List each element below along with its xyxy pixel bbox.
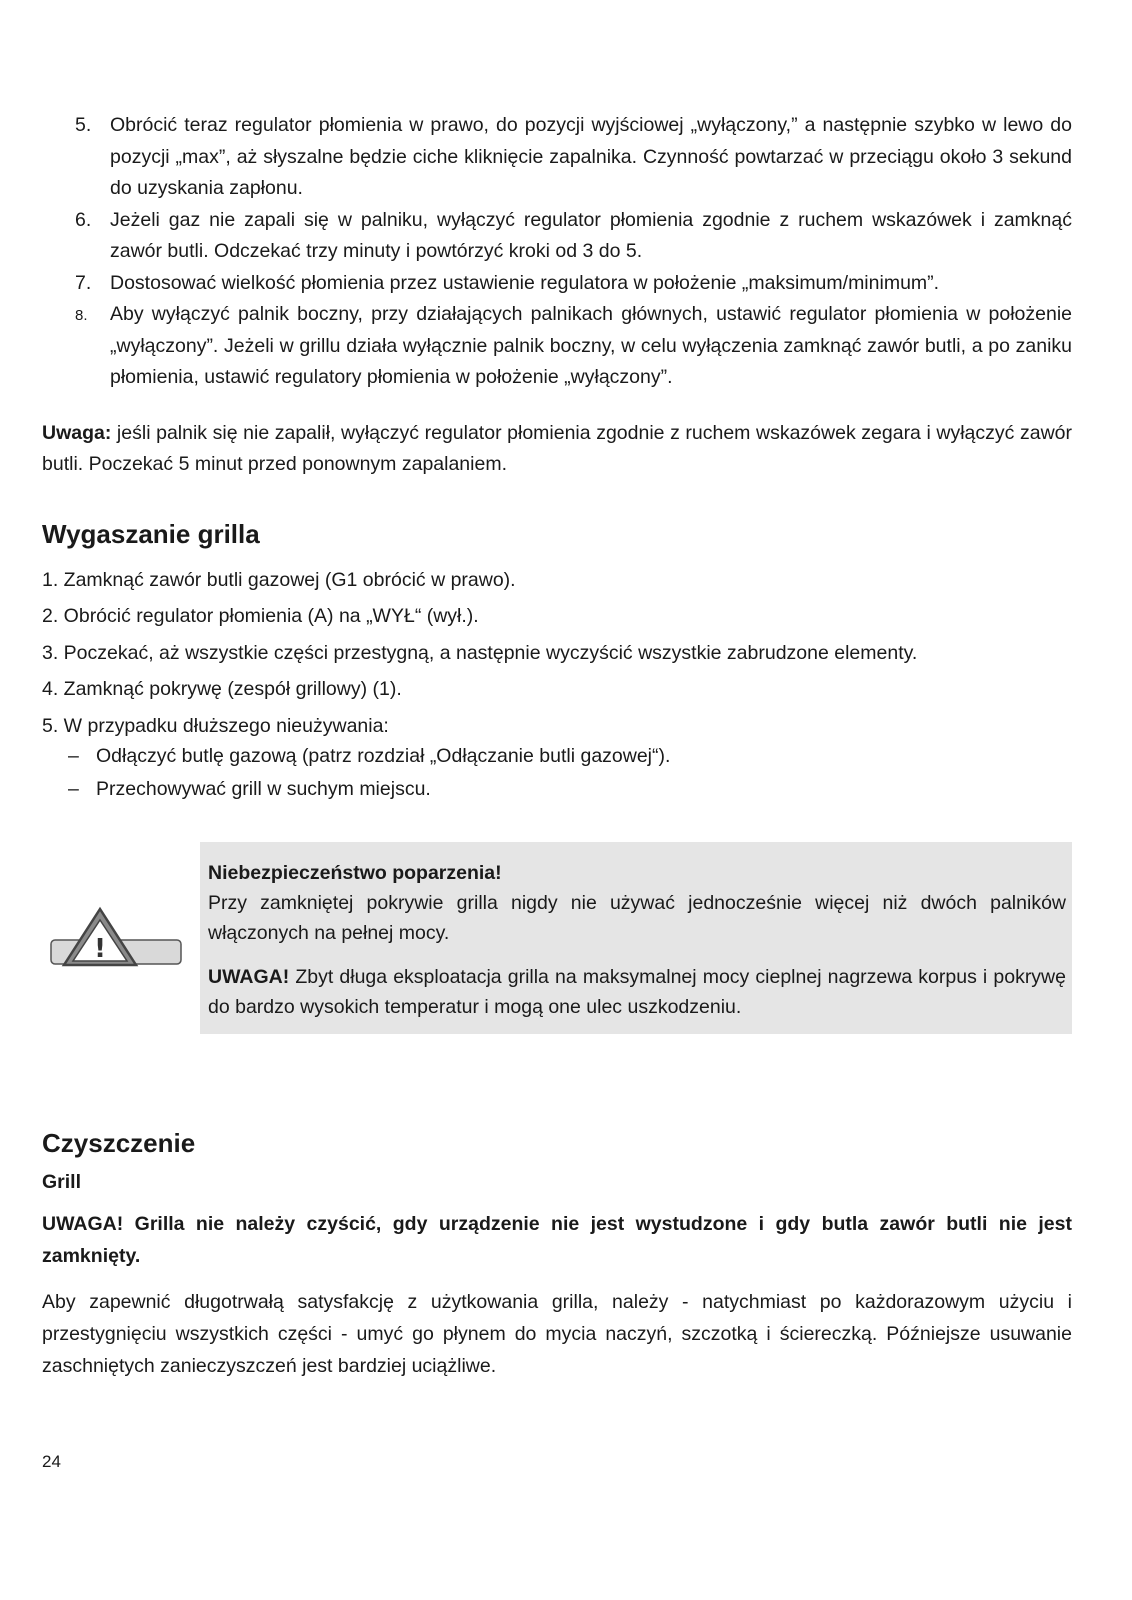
warning-title: Niebezpieczeństwo poparzenia! <box>208 862 502 884</box>
dash-bullet: – <box>68 745 79 767</box>
warning-text-2 <box>208 962 1066 1022</box>
warning-label: UWAGA! <box>208 966 290 988</box>
note-text: jeśli palnik się nie zapalił, wyłączyć regulator płomienia zgodnie z ruchem wskazówek zegara i wyłączyć zawór butli. Poczekać 5 minut przed ponownym zapalaniem. <box>42 421 1072 475</box>
warning-text-2-body: Zbyt długa eksploatacja grilla na maksymalnej mocy cieplnej nagrzewa korpus i pokrywę do bardzo wysokich temperatur i mogą one ulec uszkodzeniu. <box>208 966 1066 1018</box>
document-page <box>42 110 1072 1382</box>
warning-text-1: Przy zamkniętej pokrywie grilla nigdy nie używać jednocześnie więcej niż dwóch palników włączonych na pełnej mocy. <box>208 892 1066 944</box>
note-label: Uwaga: <box>42 421 112 444</box>
list-item: 2. Obrócić regulator płomienia (A) na „WYŁ“ (wył.). <box>42 605 479 627</box>
list-item <box>42 773 1072 806</box>
warning-triangle-icon <box>50 905 182 969</box>
step-number: 7. <box>75 271 92 294</box>
step-text: Jeżeli gaz nie zapali się w palniku, wyłączyć regulator płomienia zgodnie z ruchem wskazówek i zamknąć zawór butli. Odczekać trzy minuty i powtórzyć kroki od 3 do 5. <box>110 208 1072 262</box>
warning-glyph: ! <box>94 934 106 964</box>
note-paragraph <box>42 418 1072 481</box>
cleaning-warning: UWAGA! Grilla nie należy czyścić, gdy urządzenie nie jest wystudzone i gdy butla zawór butli nie jest zamknięty. <box>42 1213 1072 1267</box>
list-item <box>42 299 1072 394</box>
cleaning-paragraph: Aby zapewnić długotrwałą satysfakcję z użytkowania grilla, należy - natychmiast po każdorazowym użyciu i przestygnięciu wszystkich części - umyć go płynem do mycia naczyń, szczotką i ściereczką. Późniejsze usuwanie zaschniętych zanieczyszczeń jest bardziej uciążliwe. <box>42 1291 1072 1377</box>
step-number: 5. <box>75 114 92 136</box>
extinguish-steps-list <box>42 562 1072 745</box>
list-item <box>42 268 1072 300</box>
section-heading-extinguish: Wygaszanie grilla <box>42 518 260 549</box>
list-item: 5. W przypadku dłuższego nieużywania: <box>42 714 389 737</box>
list-item: 3. Poczekać, aż wszystkie części przestygną, a następnie wyczyścić wszystkie zabrudzone elementy. <box>42 641 918 664</box>
sub-item-text: Przechowywać grill w suchym miejscu. <box>96 778 431 800</box>
dash-bullet: – <box>68 778 79 800</box>
step-text: Obrócić teraz regulator płomienia w prawo, do pozycji wyjściowej „wyłączony,” a następnie szybko w lewo do pozycji „max”, aż słyszalne będzie ciche kliknięcie zapalnika. Czynność powtarzać w przeciągu około 3 sekund do uzyskania zapłonu. <box>110 114 1072 199</box>
page-number: 24 <box>42 1452 61 1471</box>
step-number: 6. <box>75 208 92 231</box>
list-item: 4. Zamknąć pokrywę (zespół grillowy) (1). <box>42 678 402 700</box>
step-text: Dostosować wielkość płomienia przez ustawienie regulatora w położenie „maksimum/minimum”. <box>110 271 940 294</box>
burn-warning-box <box>200 842 1072 1034</box>
list-item <box>42 740 1072 773</box>
sub-item-text: Odłączyć butlę gazową (patrz rozdział „Odłączanie butli gazowej“). <box>96 745 671 767</box>
step-text: Aby wyłączyć palnik boczny, przy działających palnikach głównych, ustawić regulator płomienia w położenie „wyłączony”. Jeżeli w grillu działa wyłącznie palnik boczny, w celu wyłączenia zamknąć zawór butli, a po zaniku płomienia, ustawić regulatory płomienia w położenie „wyłączony”. <box>110 303 1072 388</box>
subheading-grill: Grill <box>42 1171 82 1193</box>
section-heading-cleaning: Czyszczenie <box>42 1128 196 1158</box>
list-item <box>42 205 1072 268</box>
list-item <box>42 110 1072 205</box>
step-number: 8. <box>75 307 88 324</box>
storage-sub-list <box>42 740 1072 806</box>
list-item: 1. Zamknąć zawór butli gazowej (G1 obrócić w prawo). <box>42 568 516 591</box>
ignition-steps-list <box>42 110 1072 394</box>
